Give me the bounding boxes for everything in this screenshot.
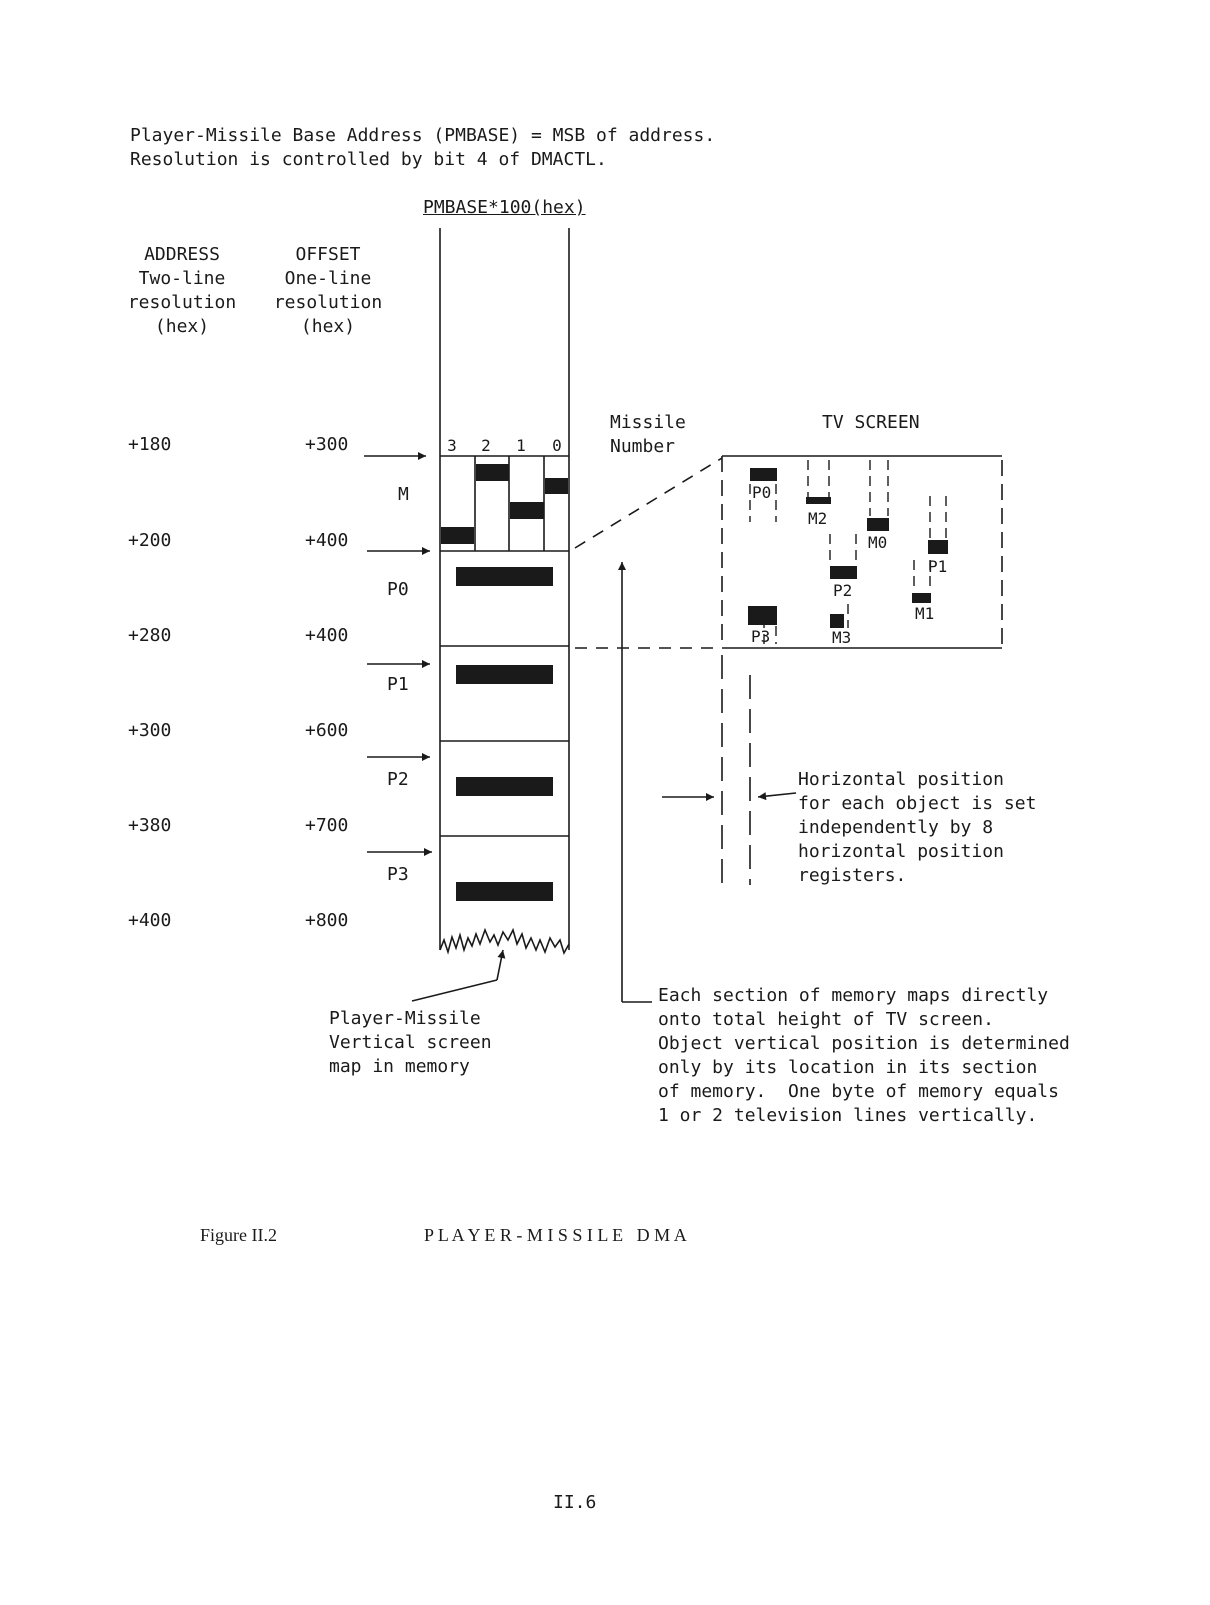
- offset-header-line: OFFSET: [295, 244, 361, 265]
- caption-line: Vertical screen: [329, 1032, 492, 1053]
- tv-label-p0: P0: [752, 483, 772, 502]
- address-value: +200: [128, 530, 172, 551]
- note-line: Horizontal position: [798, 769, 1004, 790]
- section-label-p1: P1: [387, 674, 409, 695]
- tv-m2-shape: [806, 497, 831, 504]
- player-0-bar: [456, 567, 553, 586]
- tv-label-m1: M1: [915, 604, 935, 623]
- caption-pointer: [412, 980, 497, 1001]
- address-value: +280: [128, 625, 172, 646]
- tv-label-p3: P3: [751, 627, 771, 646]
- note-line: independently by 8: [798, 817, 994, 838]
- tv-label-p1: P1: [928, 557, 948, 576]
- player-1-bar: [456, 665, 553, 684]
- bit-label: 1: [516, 436, 526, 455]
- offset-value: +300: [305, 434, 349, 455]
- memory-title: PMBASE*100(hex): [423, 197, 586, 218]
- section-label-p2: P2: [387, 769, 409, 790]
- address-header-line: Two-line: [138, 268, 226, 289]
- missile-number-label: Missile: [610, 412, 686, 433]
- caption-line: map in memory: [329, 1056, 470, 1077]
- section-label-p3: P3: [387, 864, 409, 885]
- note-line: 1 or 2 television lines vertically.: [658, 1105, 1038, 1126]
- header-line-1: Player-Missile Base Address (PMBASE) = MSB of address.: [130, 125, 716, 146]
- tv-label-m3: M3: [832, 628, 852, 647]
- torn-edge: [440, 930, 569, 953]
- offset-value: +600: [305, 720, 349, 741]
- note-line: only by its location in its section: [658, 1057, 1038, 1078]
- offset-value: +800: [305, 910, 349, 931]
- address-header-line: (hex): [154, 316, 210, 337]
- missile-number-label: Number: [610, 436, 676, 457]
- caption-pointer-arrow: [497, 950, 503, 980]
- tv-p2-shape: [830, 566, 857, 579]
- offset-value: +700: [305, 815, 349, 836]
- bit-label: 2: [481, 436, 491, 455]
- player-2-bar: [456, 777, 553, 796]
- figure-title: P L A Y E R - M I S S I L E D M A: [424, 1225, 687, 1245]
- address-value: +400: [128, 910, 172, 931]
- missile-0-bar: [545, 478, 568, 494]
- note-line: horizontal position: [798, 841, 1004, 862]
- top-mapping-line: [575, 458, 722, 548]
- page-number: II.6: [553, 1492, 597, 1513]
- address-header-line: ADDRESS: [144, 244, 220, 265]
- missile-3-bar: [441, 527, 474, 544]
- tv-m3-shape: [830, 614, 844, 628]
- offset-header-line: One-line: [284, 268, 372, 289]
- note-line: onto total height of TV screen.: [658, 1009, 994, 1030]
- bit-label: 3: [447, 436, 457, 455]
- offset-header-line: resolution: [273, 292, 383, 313]
- note-line: for each object is set: [798, 793, 1037, 814]
- address-value: +380: [128, 815, 172, 836]
- tv-p1-shape: [928, 540, 948, 554]
- address-header-line: resolution: [127, 292, 237, 313]
- tv-m0-shape: [867, 518, 889, 531]
- note-line: of memory. One byte of memory equals: [658, 1081, 1059, 1102]
- tv-screen-title: TV SCREEN: [822, 412, 920, 433]
- missile-2-bar: [476, 464, 509, 481]
- caption-line: Player-Missile: [329, 1008, 481, 1029]
- player-3-bar: [456, 882, 553, 901]
- note-line: registers.: [798, 865, 907, 886]
- section-label-m: M: [398, 484, 409, 505]
- address-value: +180: [128, 434, 172, 455]
- figure-number: Figure II.2: [200, 1225, 277, 1245]
- bit-label: 0: [552, 436, 562, 455]
- section-label-p0: P0: [387, 579, 409, 600]
- offset-value: +400: [305, 625, 349, 646]
- tv-label-m0: M0: [868, 533, 888, 552]
- missile-1-bar: [510, 502, 544, 519]
- horizontal-arrow-out: [758, 793, 796, 797]
- note-line: Each section of memory maps directly: [658, 985, 1049, 1006]
- tv-p0-shape: [750, 468, 777, 481]
- tv-p3-shape: [748, 606, 777, 625]
- tv-m1-shape: [912, 593, 931, 603]
- offset-header-line: (hex): [300, 316, 356, 337]
- address-value: +300: [128, 720, 172, 741]
- tv-label-p2: P2: [833, 581, 853, 600]
- header-line-2: Resolution is controlled by bit 4 of DMACTL.: [130, 149, 607, 170]
- note-line: Object vertical position is determined: [658, 1033, 1070, 1054]
- offset-value: +400: [305, 530, 349, 551]
- tv-label-m2: M2: [808, 509, 828, 528]
